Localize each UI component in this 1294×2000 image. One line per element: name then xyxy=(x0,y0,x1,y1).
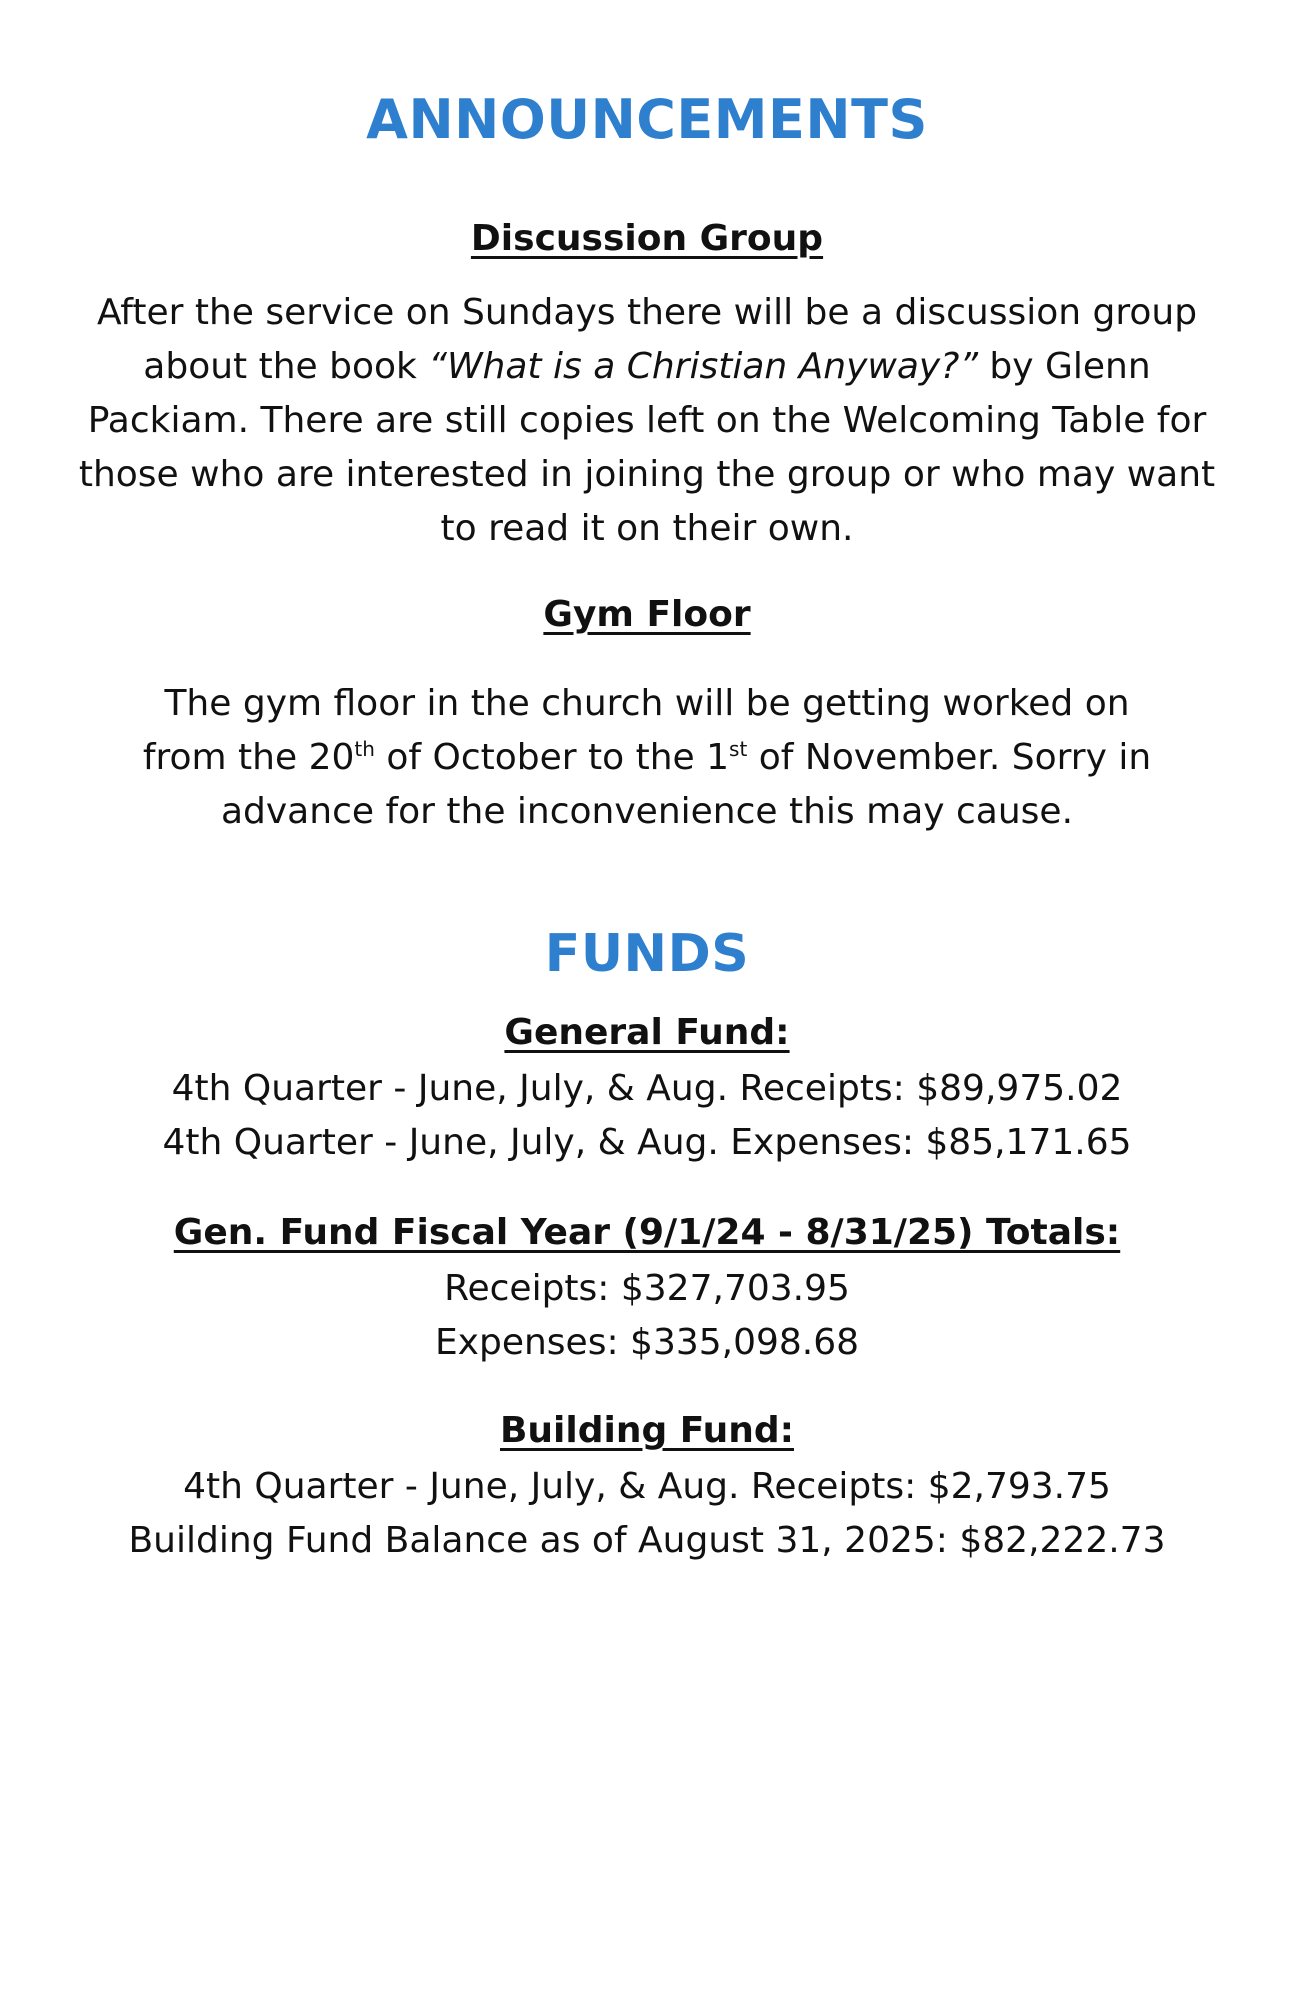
funds-title: FUNDS xyxy=(544,924,750,984)
gym-floor-paragraph xyxy=(120,677,1174,839)
discussion-group-heading: Discussion Group xyxy=(470,218,824,259)
gym-sup-th: th xyxy=(354,737,375,761)
discussion-text-after: by Glenn Packiam. There are still copies left on the Welcoming Table for those who are interested in joining the group or who may want to read it on their own. xyxy=(78,346,1216,549)
gym-text-part2: of October to the 1 xyxy=(374,737,730,778)
discussion-group-paragraph xyxy=(70,286,1224,556)
fiscal-year-expenses: Expenses: $335,098.68 xyxy=(434,1322,860,1363)
gym-text-part3: of November. Sorry in advance for the inconvenience this may cause. xyxy=(220,737,1152,832)
general-fund-heading: General Fund: xyxy=(504,1012,790,1053)
discussion-text-before: After the service on Sundays there will be a discussion group about the book xyxy=(96,292,1198,387)
fiscal-year-receipts: Receipts: $327,703.95 xyxy=(444,1268,850,1309)
building-fund-receipts: 4th Quarter - June, July, & Aug. Receipts: $2,793.75 xyxy=(183,1466,1111,1507)
book-title: “What is a Christian Anyway?” xyxy=(428,346,978,387)
gym-floor-heading: Gym Floor xyxy=(543,594,751,635)
general-fund-expenses: 4th Quarter - June, July, & Aug. Expenses: $85,171.65 xyxy=(162,1122,1132,1163)
gym-text-part1: The gym floor in the church will be getting worked on from the 20 xyxy=(142,683,1130,778)
gym-sup-st: st xyxy=(729,737,748,761)
fiscal-year-heading: Gen. Fund Fiscal Year (9/1/24 - 8/31/25) Totals: xyxy=(173,1212,1121,1253)
general-fund-receipts: 4th Quarter - June, July, & Aug. Receipts: $89,975.02 xyxy=(171,1068,1123,1109)
building-fund-balance: Building Fund Balance as of August 31, 2025: $82,222.73 xyxy=(128,1520,1166,1561)
building-fund-heading: Building Fund: xyxy=(499,1410,794,1451)
announcements-title: ANNOUNCEMENTS xyxy=(366,88,928,151)
